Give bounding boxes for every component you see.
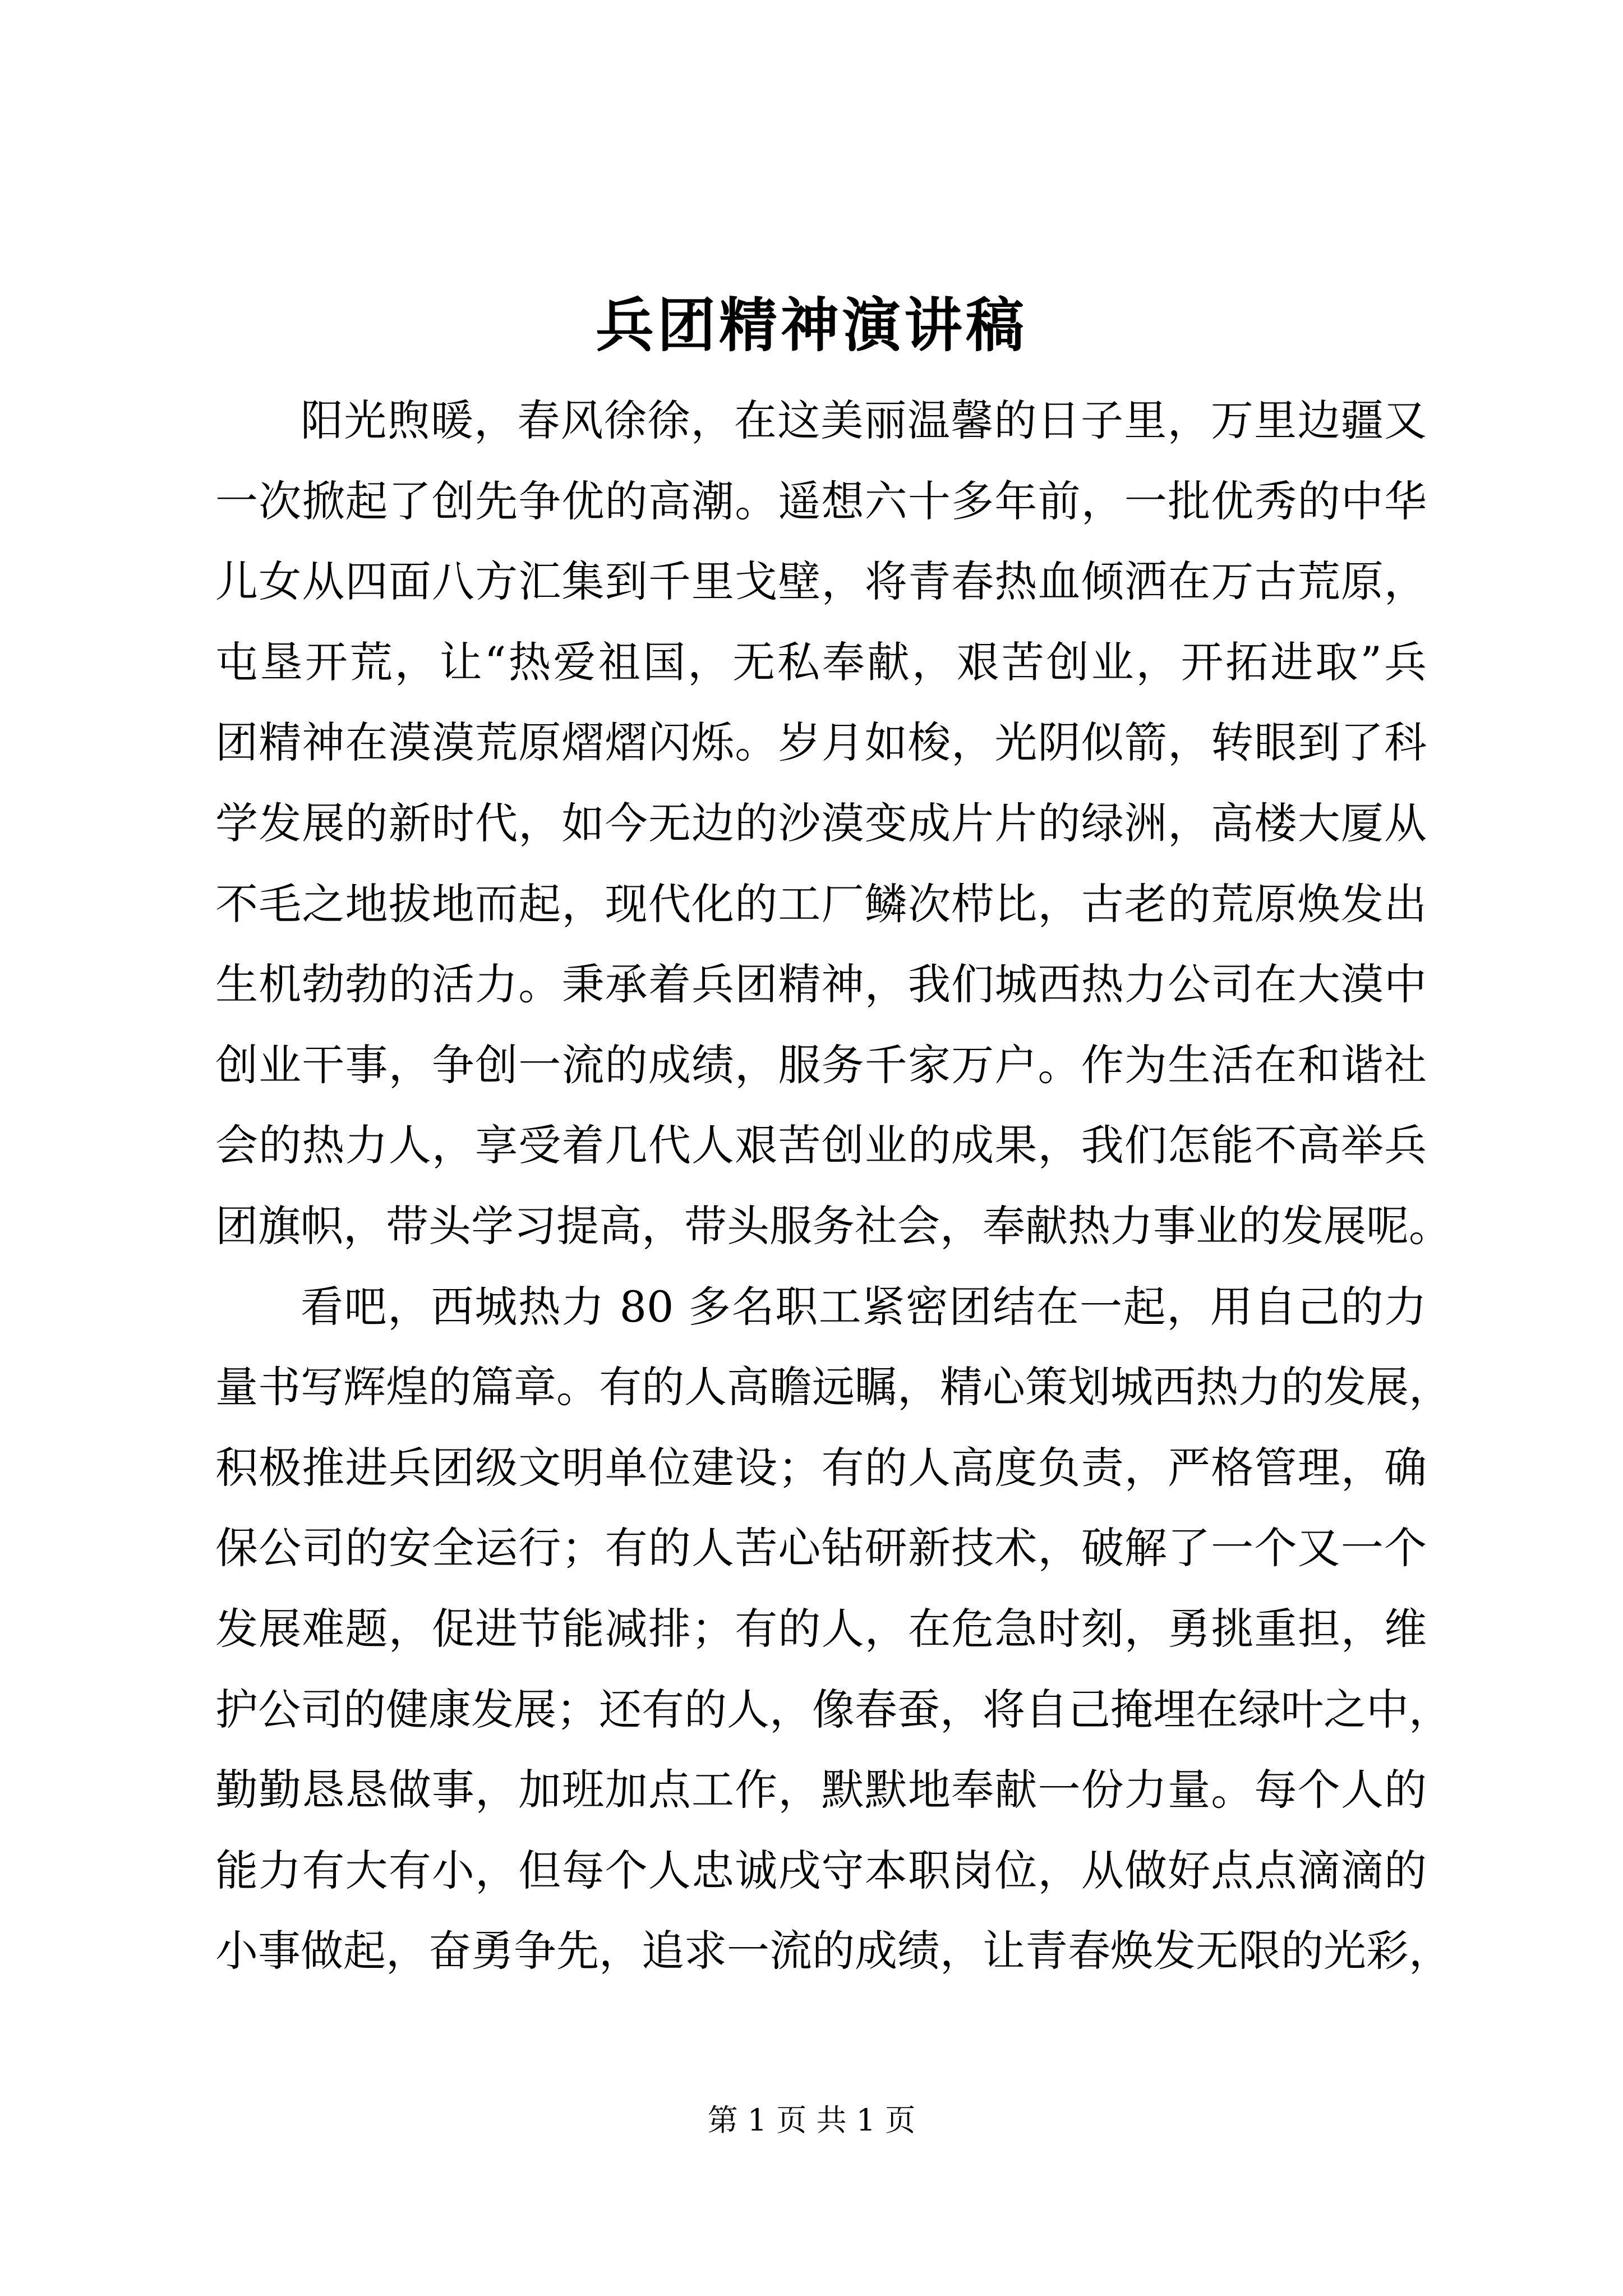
paragraph-2-line-9: 小事做起，奋勇争先，追求一流的成绩，让青春焕发无限的光彩， bbox=[215, 1926, 1451, 1976]
document-body bbox=[215, 380, 1451, 1991]
paragraph-1-line-8: 生机勃勃的活力。秉承着兵团精神，我们城西热力公司在大漠中 bbox=[215, 959, 1427, 1010]
paragraph-1-line-2: 一次掀起了创先争优的高潮。遥想六十多年前，一批优秀的中华 bbox=[215, 476, 1427, 526]
paragraph-2-line-3: 积极推进兵团级文明单位建设；有的人高度负责，严格管理，确 bbox=[215, 1442, 1427, 1493]
paragraph-2-line-7: 勤勤恳恳做事，加班加点工作，默默地奉献一份力量。每个人的 bbox=[215, 1765, 1427, 1815]
paragraph-2-line-1: 看吧，西城热力 80 多名职工紧密团结在一起，用自己的力 bbox=[301, 1281, 1427, 1332]
paragraph-1-line-3: 儿女从四面八方汇集到千里戈壁，将青春热血倾洒在万古荒原， bbox=[215, 556, 1427, 607]
paragraph-1-line-7: 不毛之地拔地而起，现代化的工厂鳞次栉比，古老的荒原焕发出 bbox=[215, 878, 1427, 929]
paragraph-1-line-4: 屯垦开荒，让“热爱祖国，无私奉献，艰苦创业，开拓进取”兵 bbox=[215, 637, 1427, 687]
paragraph-1-line-9: 创业干事，争创一流的成绩，服务千家万户。作为生活在和谐社 bbox=[215, 1039, 1427, 1090]
document-title: 兵团精神演讲稿 bbox=[595, 291, 1027, 360]
paragraph-1-line-11: 团旗帜，带头学习提高，带头服务社会，奉献热力事业的发展呢。 bbox=[215, 1200, 1451, 1251]
page-footer: 第 1 页 共 1 页 bbox=[707, 2102, 916, 2138]
paragraph-1-line-5: 团精神在漠漠荒原熠熠闪烁。岁月如梭，光阴似箭，转眼到了科 bbox=[215, 717, 1427, 768]
paragraph-1-line-1: 阳光煦暖，春风徐徐，在这美丽温馨的日子里，万里边疆又 bbox=[301, 395, 1427, 445]
paragraph-2-line-8: 能力有大有小，但每个人忠诚戌守本职岗位，从做好点点滴滴的 bbox=[215, 1845, 1427, 1895]
paragraph-2-line-4: 保公司的安全运行；有的人苦心钻研新技术，破解了一个又一个 bbox=[215, 1523, 1427, 1573]
paragraph-2-line-5: 发展难题，促进节能减排；有的人，在危急时刻，勇挑重担，维 bbox=[215, 1603, 1427, 1654]
paragraph-2-line-2: 量书写辉煌的篇章。有的人高瞻远瞩，精心策划城西热力的发展， bbox=[215, 1362, 1451, 1412]
paragraph-1-line-10: 会的热力人，享受着几代人艰苦创业的成果，我们怎能不高举兵 bbox=[215, 1120, 1427, 1171]
paragraph-2-line-6: 护公司的健康发展；还有的人，像春蚕，将自己掩埋在绿叶之中， bbox=[215, 1684, 1451, 1734]
paragraph-1-line-6: 学发展的新时代，如今无边的沙漠变成片片的绿洲，高楼大厦从 bbox=[215, 798, 1427, 848]
